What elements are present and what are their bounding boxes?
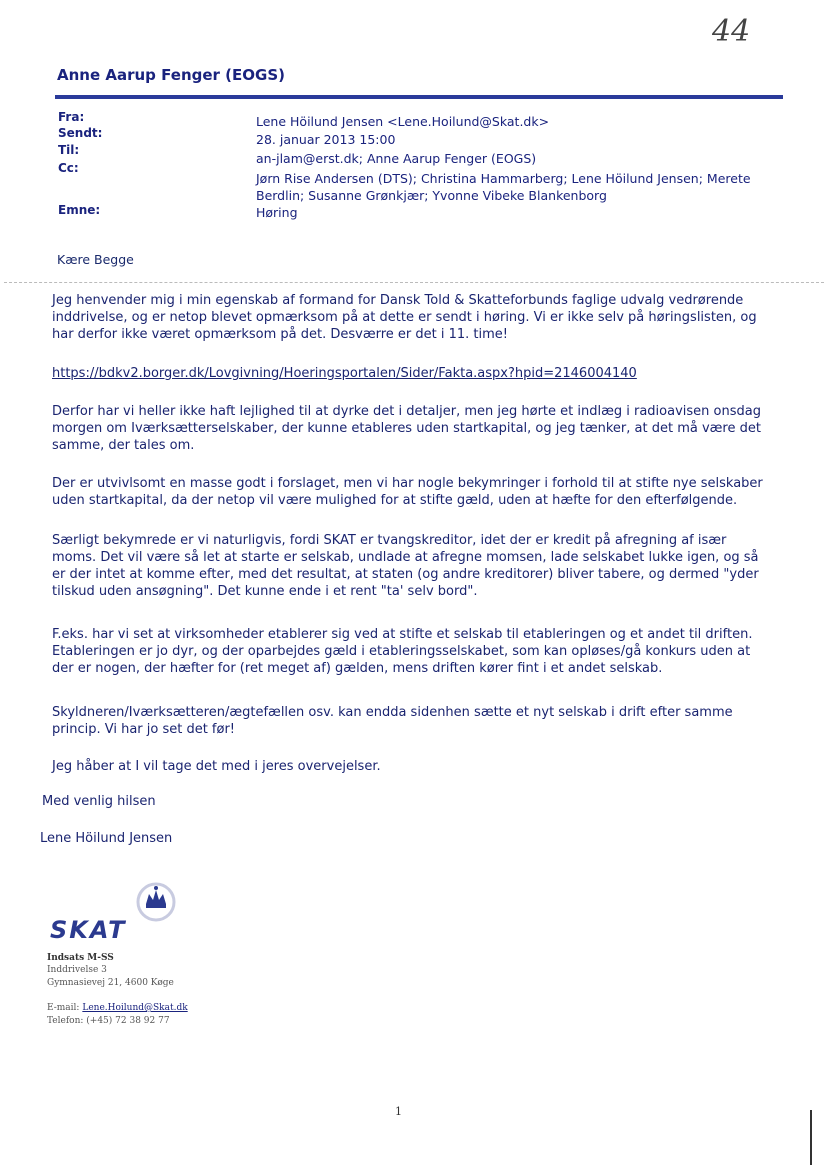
- scan-edge-mark: [810, 1110, 812, 1165]
- handwritten-page-number: 44: [712, 14, 751, 49]
- page-number: 1: [395, 1105, 402, 1118]
- to-label: Til:: [58, 143, 80, 157]
- cc-value: Jørn Rise Andersen (DTS); Christina Hammarberg; Lene Höilund Jensen; Merete Berdlin; Susanne Grønkjær; Yvonne Vibeke Blankenborg: [256, 171, 751, 203]
- paragraph-5: F.eks. har vi set at virksomheder etablerer sig ved at stifte et selskab til etableringen og et andet til driften. Etableringen er jo dyr, og der oparbejdes gæld i etableringsselskabet, som kan opløses/gå konkurs uden at der er nogen, der hæfter for (ret meget af) gælden, mens driften kører fint i et andet selskab.: [52, 627, 753, 676]
- paragraph-2: Derfor har vi heller ikke haft lejlighed til at dyrke det i detaljer, men jeg hørte et indlæg i radioavisen onsdag morgen om Iværksætterselskaber, der kunne etableres uden startkapital, og jeg tænker, at det må være det samme, der tales om.: [52, 404, 761, 453]
- paragraph-6: Skyldneren/Iværksætteren/ægtefællen osv. kan endda sidenhen sætte et nyt selskab i drift efter samme princip. Vi har jo set det før!: [52, 705, 733, 737]
- paragraph-1: Jeg henvender mig i min egenskab af formand for Dansk Told & Skatteforbunds faglige udvalg vedrørende inddrivelse, og er netop blevet opmærksom på at dette er sendt i høring. Vi er ikke selv på høringslisten, og har derfor ikke været opmærksom på det. Desværre er det i 11. time!: [52, 293, 757, 342]
- sent-label: Sendt:: [58, 126, 103, 140]
- hearing-link[interactable]: https://bdkv2.borger.dk/Lovgivning/Hoeringsportalen/Sider/Fakta.aspx?hpid=2146004140: [52, 366, 637, 381]
- footer-address: Gymnasievej 21, 4600 Køge: [47, 978, 174, 988]
- subject-value: Høring: [256, 205, 298, 220]
- cc-label: Cc:: [58, 161, 79, 175]
- paragraph-4: Særligt bekymrede er vi naturligvis, fordi SKAT er tvangskreditor, idet der er kredit på afregning af især moms. Det vil være så let at starte er selskab, undlade at afregne momsen, lade selskabet lukke igen, og så er der intet at komme efter, med det resultat, at staten (og andre kreditorer) bliver tabere, og dermed "yder tilskud uden ansøgning". Det kunne ende i et rent "ta' selv bord".: [52, 533, 759, 599]
- greeting: Kære Begge: [57, 252, 134, 267]
- closing: Med venlig hilsen: [42, 794, 156, 809]
- logo-wordmark: SKAT: [50, 916, 127, 944]
- paragraph-3: Der er utvivlsomt en masse godt i forslaget, men vi har nogle bekymringer i forhold til at stifte nye selskaber uden startkapital, da der netop vil være mulighed for at stifte gæld, uden at hæfte for den efterfølgende.: [52, 476, 763, 508]
- from-label: Fra:: [58, 110, 85, 124]
- email-label: E-mail:: [47, 1003, 80, 1013]
- from-value: Lene Höilund Jensen <Lene.Hoilund@Skat.dk>: [256, 114, 550, 129]
- sender-title: Anne Aarup Fenger (EOGS): [57, 66, 285, 84]
- footer-dept: Indsats M-SS: [47, 953, 114, 963]
- separator: [4, 282, 824, 283]
- to-value: an-jlam@erst.dk; Anne Aarup Fenger (EOGS): [256, 151, 537, 166]
- signature: Lene Höilund Jensen: [40, 831, 173, 846]
- email-link[interactable]: Lene.Hoilund@Skat.dk: [82, 1003, 188, 1013]
- footer-unit: Inddrivelse 3: [47, 965, 107, 975]
- subject-label: Emne:: [58, 203, 101, 217]
- paragraph-7: Jeg håber at I vil tage det med i jeres overvejelser.: [52, 759, 381, 774]
- header-rule: [55, 95, 783, 99]
- footer-email: [47, 1003, 188, 1013]
- skat-logo: [46, 872, 186, 952]
- sent-value: 28. januar 2013 15:00: [256, 132, 396, 147]
- footer-phone: Telefon: (+45) 72 38 92 77: [47, 1016, 170, 1026]
